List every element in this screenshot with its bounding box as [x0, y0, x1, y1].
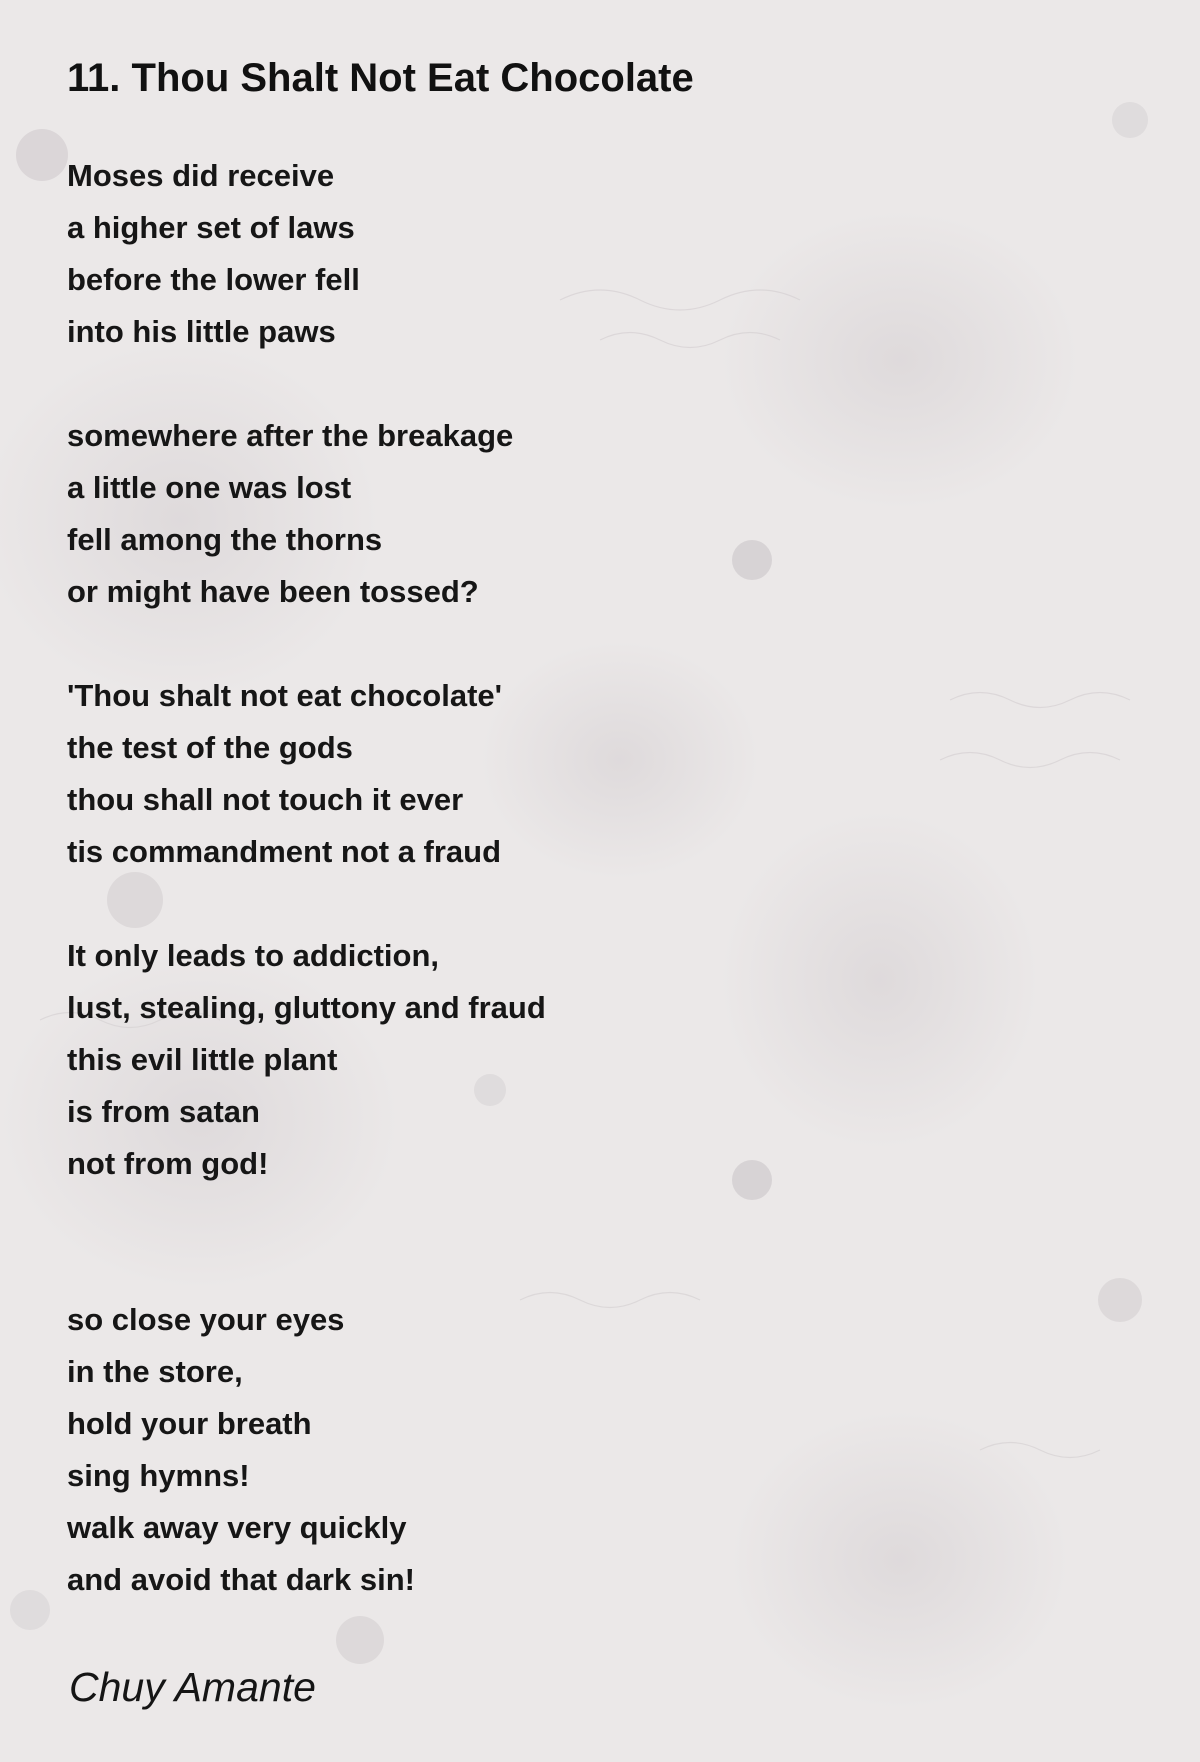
stanza [67, 1294, 546, 1606]
poem-line: sing hymns! [67, 1458, 250, 1493]
poem-line: or might have been tossed? [67, 574, 479, 609]
poem-line: tis commandment not a fraud [67, 834, 502, 869]
poem-line: fell among the thorns [67, 522, 383, 557]
poem-line: a higher set of laws [67, 210, 355, 245]
stanza [67, 670, 546, 878]
poem-line: the test of the gods [67, 730, 353, 765]
poem-line: not from god! [67, 1146, 269, 1181]
poem-line: and avoid that dark sin! [67, 1562, 415, 1597]
stanza [67, 150, 546, 358]
poem-line: walk away very quickly [67, 1510, 407, 1545]
poem-line: this evil little plant [67, 1042, 338, 1077]
poem-body [67, 150, 546, 1606]
poem-line: thou shall not touch it ever [67, 782, 464, 817]
poem-line: before the lower fell [67, 262, 360, 297]
poem-line: somewhere after the breakage [67, 418, 514, 453]
poem-line: 'Thou shalt not eat chocolate' [67, 678, 502, 713]
poem-line: hold your breath [67, 1406, 312, 1441]
poem-line: a little one was lost [67, 470, 352, 505]
poem-line: into his little paws [67, 314, 336, 349]
poem-line: is from satan [67, 1094, 260, 1129]
poem-line: in the store, [67, 1354, 243, 1389]
stanza [67, 930, 546, 1190]
stanza [67, 410, 546, 618]
poem-line: It only leads to addiction, [67, 938, 440, 973]
poem-line: lust, stealing, gluttony and fraud [67, 990, 546, 1025]
poem-line: so close your eyes [67, 1302, 345, 1337]
poem-line: Moses did receive [67, 158, 335, 193]
poem-title: 11. Thou Shalt Not Eat Chocolate [67, 56, 694, 100]
poem-author: Chuy Amante [69, 1664, 316, 1710]
